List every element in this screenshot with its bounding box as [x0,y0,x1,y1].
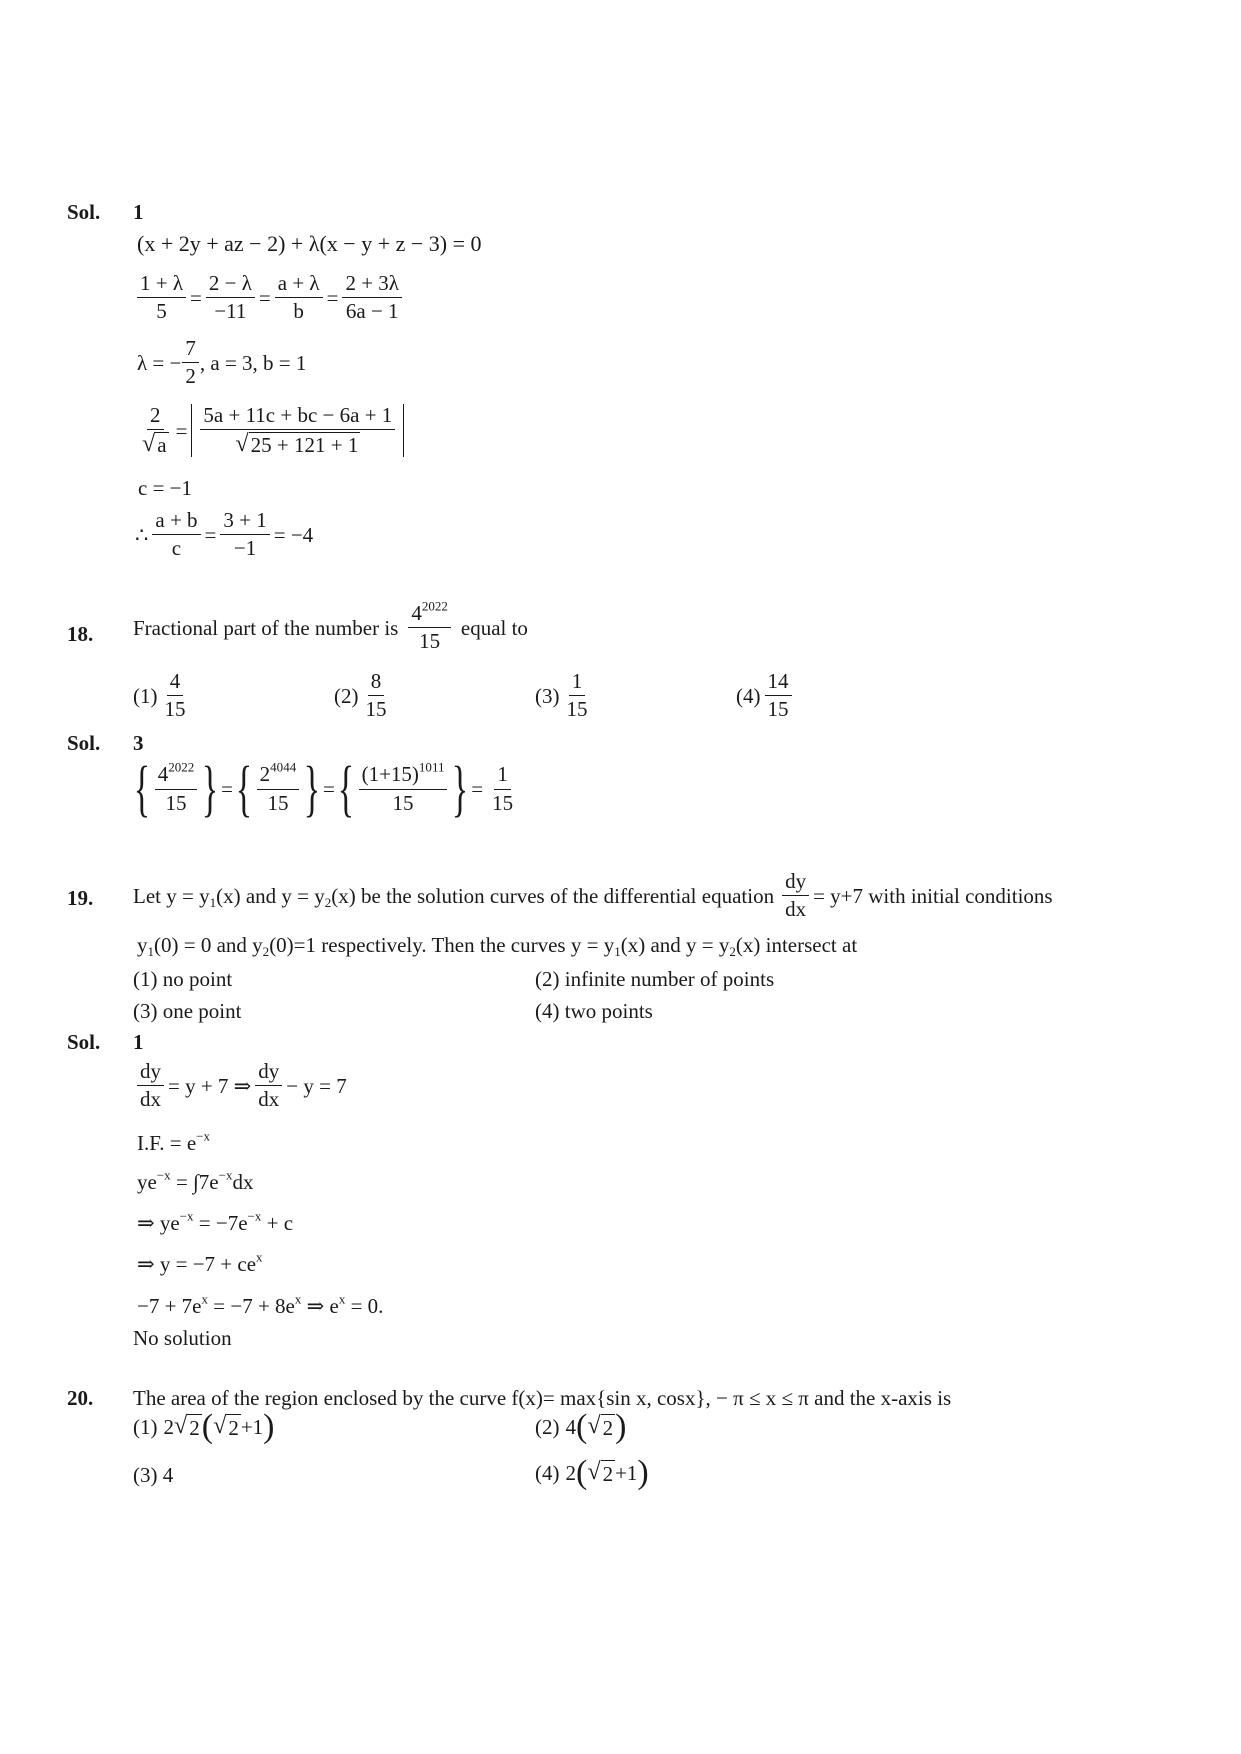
q18-option-4[interactable]: (4) $\frac{14}{15}$ [736,670,796,721]
sol18-label: Sol. [67,731,101,755]
q18-option-2[interactable]: (2) $\frac{8}{15}$ [334,669,387,722]
q19-line-2: $y_1$ (0) = 0 and $y_2$ (0)=1 respectively. Then the curves y = $y_1$ (x) and y = $y_2$ (x) intersect at [137,933,858,959]
sol17-plane-equation: (x + 2y + az − 2) + λ(x − y + z − 3) = 0 [137,231,482,256]
sol19-step-1: $\frac{dy}{dx}$ = y + 7 ⇒ $\frac{dy}{dx}$ − y = 7 [133,1060,347,1111]
sol17-frac2: $\frac{2 - \lambda}{-11}$ [206,272,255,323]
q19-option-1[interactable]: (1) no point [133,967,233,991]
sol17-answer: 1 [133,200,144,224]
sol17-label: Sol. [67,200,101,224]
sol18-answer: 3 [133,731,144,755]
sol19-answer: 1 [133,1030,144,1054]
q19-number: 19. [67,886,94,910]
q20-option-2[interactable]: (2) 4 ( √ 2 ) [535,1408,627,1445]
sol17-absolute-value: 5a + 11c + bc − 6a + 1 √ 25 + 121 + 1 [191,404,404,457]
sol17-lambda-values: λ = − $\frac{7}{2}$ , a = 3, b = 1 [137,336,307,389]
q20-question: The area of the region enclosed by the curve f(x)= max{sin x, cosx}, − π ≤ x ≤ π and the x-axis is [133,1386,952,1410]
sol17-final-result: ∴ $\frac{a + b}{c}$ = $\frac{3 + 1}{-1}$ = −4 [135,508,314,561]
sol19-step-3: $ye^{-x} = \int 7e^{-x}dx$ [137,1167,254,1194]
sol17-distance-equation: 2 √ a = 5a + 11c + bc − 6a + 1 √ 25 + 121 + 1 [135,404,408,457]
q19-option-2[interactable]: (2) infinite number of points [535,967,775,991]
sol19-label: Sol. [67,1030,101,1054]
q18-number: 18. [67,622,94,646]
q18-option-1[interactable]: (1) $\frac{4}{15}$ [133,669,186,722]
sol17-frac3: $\frac{a + \lambda}{b}$ [275,272,323,323]
sol19-conclusion: No solution [133,1326,232,1350]
sol19-step-4: ⇒ $ye^{-x} = -7e^{-x} + c$ [137,1208,294,1235]
q18-question: Fractional part of the number is $\frac{4^{2022}}{15}$ equal to [133,598,528,654]
q19-option-4[interactable]: (4) two points [535,999,653,1023]
sol18-working: { $\frac{4^{2022}}{15}$ } = { $\frac{2^{4044}}{15}$ } = { $\frac{(1+15)^{1011}}{15}$ } = $\frac{1}{15}$ [133,755,514,823]
q20-option-3[interactable]: (3) 4 [133,1463,174,1487]
sol19-integrating-factor: I.F. = $e^{-x}$ [137,1128,211,1155]
sol17-frac1: $\frac{1 + \lambda}{5}$ [137,272,186,323]
q20-option-4[interactable]: (4) 2 ( √ 2 +1 ) [535,1454,649,1491]
sol17-ratio-equation: $\frac{1 + \lambda}{5}$ = $\frac{2 - \lambda}{-11}$ = $\frac{a + \lambda}{b}$ = $\frac{2 + 3\lambda}{6a - 1}$ [133,272,406,323]
sol17-c-value: c = −1 [138,476,193,500]
q19-option-3[interactable]: (3) one point [133,999,242,1023]
q20-option-1[interactable]: (1) 2 √ 2 ( √ 2 +1 ) [133,1408,275,1445]
q20-number: 20. [67,1386,94,1410]
sol19-step-6: $-7 + 7e^x = -7 + 8e^x$ ⇒ $e^x = 0$. [137,1291,384,1318]
q19-line-1: Let y = $y_1$ (x) and y = $y_2$ (x) be the solution curves of the differential equation $\frac{dy}{dx}$ = y+7 with initial conditions [133,869,1053,922]
q18-option-3[interactable]: (3) $\frac{1}{15}$ [535,669,588,722]
sol19-step-5: ⇒ $y = -7 + ce^x$ [137,1249,263,1276]
sol17-frac4: $\frac{2 + 3\lambda}{6a - 1}$ [342,272,402,323]
